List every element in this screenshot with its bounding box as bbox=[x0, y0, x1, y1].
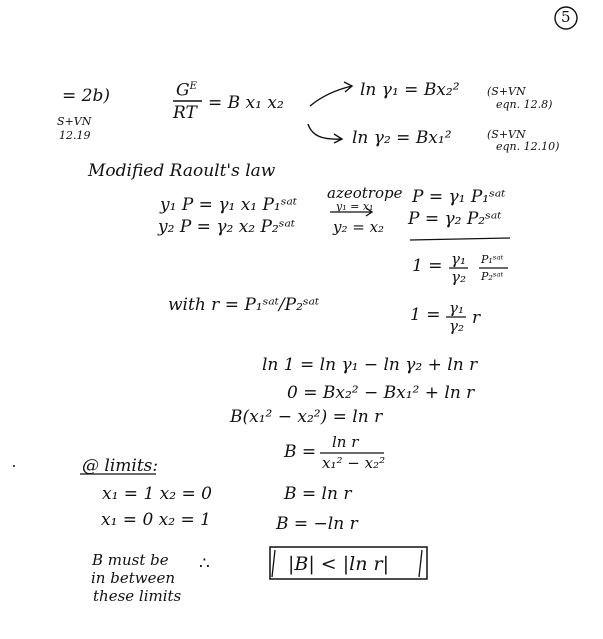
raoult-eq-component2: y₂ P = γ₂ x₂ P₂ˢᵃᵗ bbox=[158, 217, 296, 237]
boxed-answer: |B| < |ln r| bbox=[288, 553, 390, 575]
raoult-eq-component1: y₁ P = γ₁ x₁ P₁ˢᵃᵗ bbox=[160, 195, 298, 215]
b-solution-numerator: ln r bbox=[332, 433, 359, 451]
ratio-r-gamma1: γ₁ bbox=[449, 299, 464, 317]
b-solution-denominator: x₁² − x₂² bbox=[322, 454, 386, 472]
arrow-to-gamma2 bbox=[308, 124, 342, 139]
page-number: 5 bbox=[561, 8, 571, 26]
margin-ref-source: S+VN bbox=[57, 115, 92, 128]
arrow-to-gamma1 bbox=[310, 86, 352, 106]
separator-line bbox=[410, 238, 510, 240]
gamma-ratio-denominator: γ₂ bbox=[451, 268, 466, 286]
ratio-r-gamma2: γ₂ bbox=[449, 317, 464, 335]
derivation-line-2: 0 = Bx₂² − Bx₁² + ln r bbox=[287, 383, 475, 403]
with-r-definition: with r = P₁ˢᵃᵗ/P₂ˢᵃᵗ bbox=[168, 295, 320, 315]
gamma1-ref-source: (S+VN bbox=[487, 85, 526, 98]
b-solution-lhs: B = bbox=[284, 442, 317, 462]
therefore-symbol: ∴ bbox=[199, 554, 210, 574]
raoult-heading: Modified Raoult's law bbox=[88, 161, 276, 181]
limits-row-1: x₁ = 1 x₂ = 0 bbox=[102, 484, 212, 504]
conclusion-note-line-2: in between bbox=[91, 569, 175, 587]
gamma2-ref-source: (S+VN bbox=[487, 128, 526, 141]
gamma-ratio-numerator: γ₁ bbox=[451, 250, 466, 268]
model-excess-superscript: E bbox=[189, 81, 197, 92]
limits-heading: @ limits: bbox=[82, 456, 159, 476]
model-lhs-numerator bbox=[176, 82, 197, 100]
pressure-eq-2: P = γ₂ P₂ˢᵃᵗ bbox=[408, 209, 502, 229]
model-lhs-denominator: RT bbox=[173, 103, 197, 123]
model-rhs: = B x₁ x₂ bbox=[208, 93, 284, 113]
ln-gamma2-equation: ln γ₂ = Bx₁² bbox=[352, 128, 452, 148]
gamma1-ref-eqn: eqn. 12.8) bbox=[496, 98, 553, 111]
derivation-line-1: ln 1 = ln γ₁ − ln γ₂ + ln r bbox=[262, 355, 478, 375]
derivation-line-3: B(x₁² − x₂²) = ln r bbox=[230, 407, 383, 427]
ln-gamma1-equation: ln γ₁ = Bx₂² bbox=[360, 80, 460, 100]
model-g: G bbox=[176, 80, 190, 101]
pressure-eq-1: P = γ₁ P₁ˢᵃᵗ bbox=[412, 187, 506, 207]
limit-result-1: B = ln r bbox=[284, 484, 352, 504]
azeotrope-label: azeotrope bbox=[327, 184, 403, 202]
margin-ref-number: 12.19 bbox=[59, 129, 91, 142]
ratio-eq-lhs: 1 = bbox=[412, 256, 443, 276]
limits-row-2: x₁ = 0 x₂ = 1 bbox=[101, 510, 211, 530]
azeotrope-condition-2: y₂ = x₂ bbox=[333, 218, 385, 236]
limit-result-2: B = −ln r bbox=[276, 514, 358, 534]
problem-label: = 2b) bbox=[62, 86, 110, 106]
azeotrope-condition-1: y₁ = x₁ bbox=[336, 200, 374, 213]
psat-ratio-numerator: P₁ˢᵃᵗ bbox=[481, 253, 504, 266]
ratio-r-tail: r bbox=[472, 308, 481, 328]
psat-ratio-denominator: P₂ˢᵃᵗ bbox=[481, 270, 504, 283]
conclusion-note-line-3: these limits bbox=[93, 587, 182, 605]
ratio-r-lhs: 1 = bbox=[410, 305, 441, 325]
gamma2-ref-eqn: eqn. 12.10) bbox=[496, 140, 560, 153]
conclusion-note-line-1: B must be bbox=[92, 551, 169, 569]
